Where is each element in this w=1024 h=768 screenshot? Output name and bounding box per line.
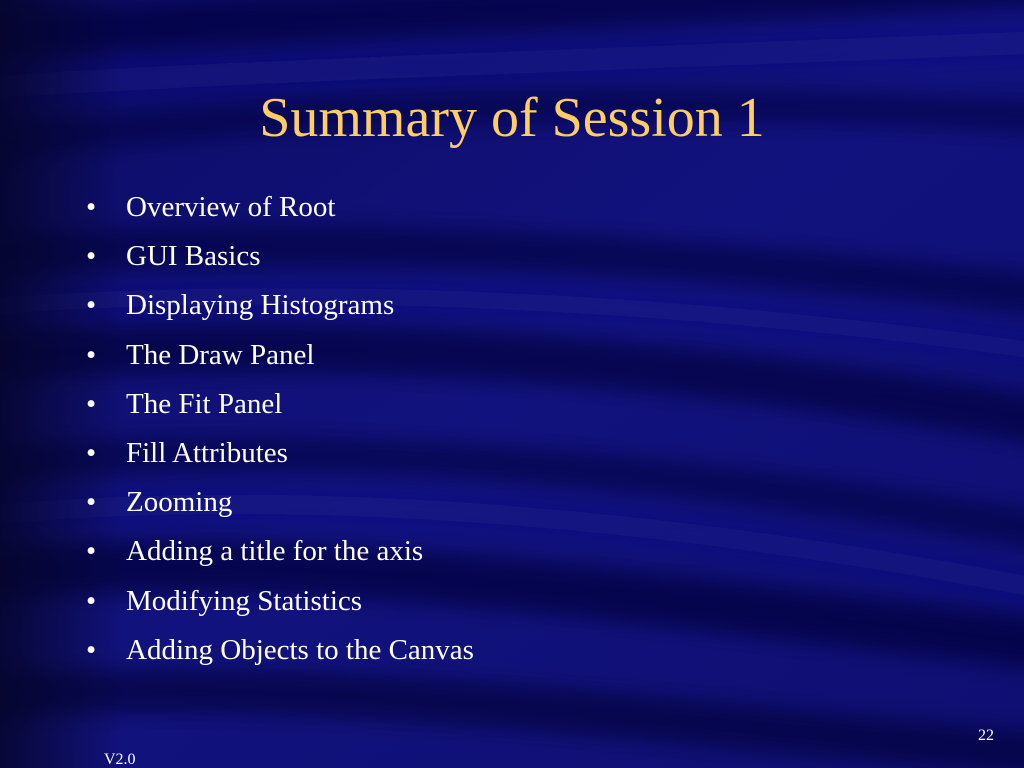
bullet-icon: • <box>86 387 97 420</box>
list-item <box>86 281 474 330</box>
slide-title: Summary of Session 1 <box>259 87 765 149</box>
bullet-text: Adding Objects to the Canvas <box>126 633 474 666</box>
bullet-text: The Draw Panel <box>126 338 315 371</box>
list-item <box>86 331 474 380</box>
bullet-icon: • <box>86 240 97 273</box>
list-item <box>86 183 474 232</box>
bullet-icon: • <box>86 486 97 519</box>
bullet-text: Fill Attributes <box>126 436 288 469</box>
page-number: 22 <box>978 727 994 744</box>
list-item <box>86 527 474 576</box>
bullet-text: Zooming <box>126 486 233 519</box>
list-item <box>86 429 474 478</box>
bullet-icon: • <box>86 289 97 322</box>
bullet-text: Displaying Histograms <box>126 289 395 322</box>
version-label: V2.0 <box>104 751 136 768</box>
list-item <box>86 626 474 675</box>
list-item <box>86 577 474 626</box>
bullet-text: Adding a title for the axis <box>126 535 424 568</box>
bullet-text: Modifying Statistics <box>126 584 363 617</box>
bullet-icon: • <box>86 338 97 371</box>
list-item <box>86 232 474 281</box>
list-item <box>86 380 474 429</box>
bullet-text: The Fit Panel <box>126 387 283 420</box>
bullet-icon: • <box>86 436 97 469</box>
bullet-icon: • <box>86 584 97 617</box>
bullet-icon: • <box>86 633 97 666</box>
bullet-icon: • <box>86 191 97 223</box>
bullet-icon: • <box>86 535 97 568</box>
list-item <box>86 478 474 527</box>
bullet-text: GUI Basics <box>126 240 261 273</box>
bullet-list <box>86 183 474 675</box>
bullet-text: Overview of Root <box>126 191 336 223</box>
